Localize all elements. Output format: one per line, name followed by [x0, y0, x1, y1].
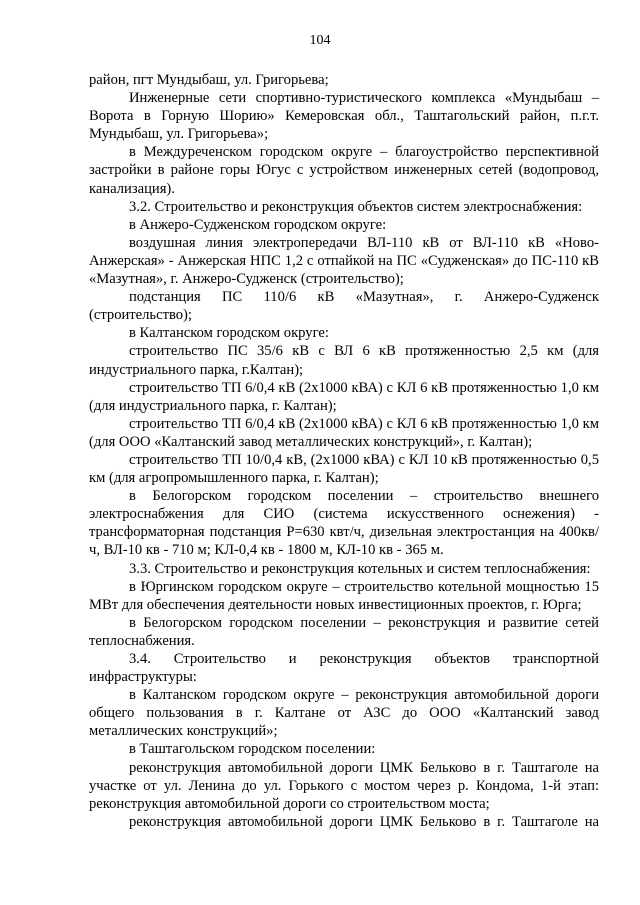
paragraph: реконструкция автомобильной дороги ЦМК Бельково в г. Таштаголе на участке от ул. Ленина до ул. Горького с мостом через р. Кондома, 1-й этап: реконструкция автомобильной дороги со строительством моста; [89, 759, 599, 812]
paragraph: строительство ТП 6/0,4 кВ (2х1000 кВА) с КЛ 6 кВ протяженностью 1,0 км (для индустриального парка, г. Калтан); [89, 379, 599, 414]
paragraph: воздушная линия электропередачи ВЛ-110 кВ от ВЛ-110 кВ «Ново-Анжерская» - Анжерская НПС 1,2 с отпайкой на ПС «Судженская» до ПС-110 кВ «Мазутная», г. Анжеро-Судженск (строительство); [89, 234, 599, 288]
paragraph: в Калтанском городском округе: [129, 325, 329, 342]
paragraph: строительство ПС 35/6 кВ с ВЛ 6 кВ протяженностью 2,5 км (для индустриального парка, г.Калтан); [89, 343, 599, 378]
paragraph: Инженерные сети спортивно-туристического комплекса «Мундыбаш – Ворота в Горную Шорию» Кемеровская обл., Таштагольский район, п.г.т. Мундыбаш, ул. Григорьева»; [89, 90, 599, 143]
section-heading: 3.2. Строительство и реконструкция объектов систем электроснабжения: [129, 198, 583, 215]
paragraph: в Калтанском городском округе – реконструкция автомобильной дороги общего пользования в г. Калтане от АЗС до ООО «Калтанский завод металлических конструкций»; [89, 687, 599, 740]
paragraph: в Белогорском городском поселении – реконструкция и развитие сетей теплоснабжения. [89, 614, 599, 649]
paragraph: в Анжеро-Судженском городском округе: [129, 216, 387, 233]
paragraph: реконструкция автомобильной дороги ЦМК Бельково в г. Таштаголе на [129, 813, 599, 830]
paragraph: строительство ТП 10/0,4 кВ, (2х1000 кВА) с КЛ 10 кВ протяженностью 0,5 км (для агропромышленного парка, г. Калтан); [89, 451, 599, 487]
paragraph: район, пгт Мундыбаш, ул. Григорьева; [89, 72, 329, 88]
paragraph: в Междуреченском городском округе – благоустройство перспективной застройки в районе горы Югус с устройством инженерных сетей (водопровод, канализация). [89, 144, 599, 197]
paragraph: подстанция ПС 110/6 кВ «Мазутная», г. Анжеро-Судженск (строительство); [89, 289, 599, 324]
page-number: 104 [309, 33, 331, 48]
paragraph: в Юргинском городском округе – строительство котельной мощностью 15 МВт для обеспечения деятельности новых инвестиционных проектов, г. Юрга; [89, 578, 599, 613]
paragraph: строительство ТП 6/0,4 кВ (2х1000 кВА) с КЛ 6 кВ протяженностью 1,0 км (для ООО «Калтанский завод металлических конструкций», г. Калтан); [89, 415, 599, 450]
section-heading: 3.4. Строительство и реконструкция объектов транспортной инфраструктуры: [89, 651, 599, 686]
body-text [89, 71, 599, 831]
paragraph: в Белогорском городском поселении – строительство внешнего электроснабжения для СИО (система искусственного оснежения) - трансформаторная подстанция Р=630 квт/ч, дизельная электростанция на 400кв/ ч, ВЛ-10 кв - 710 м; КЛ-0,4 кв - 1800 м, КЛ-10 кв - 365 м. [89, 488, 599, 559]
paragraph: в Таштагольском городском поселении: [129, 741, 376, 758]
section-heading: 3.3. Строительство и реконструкция котельных и систем теплоснабжения: [129, 560, 591, 577]
